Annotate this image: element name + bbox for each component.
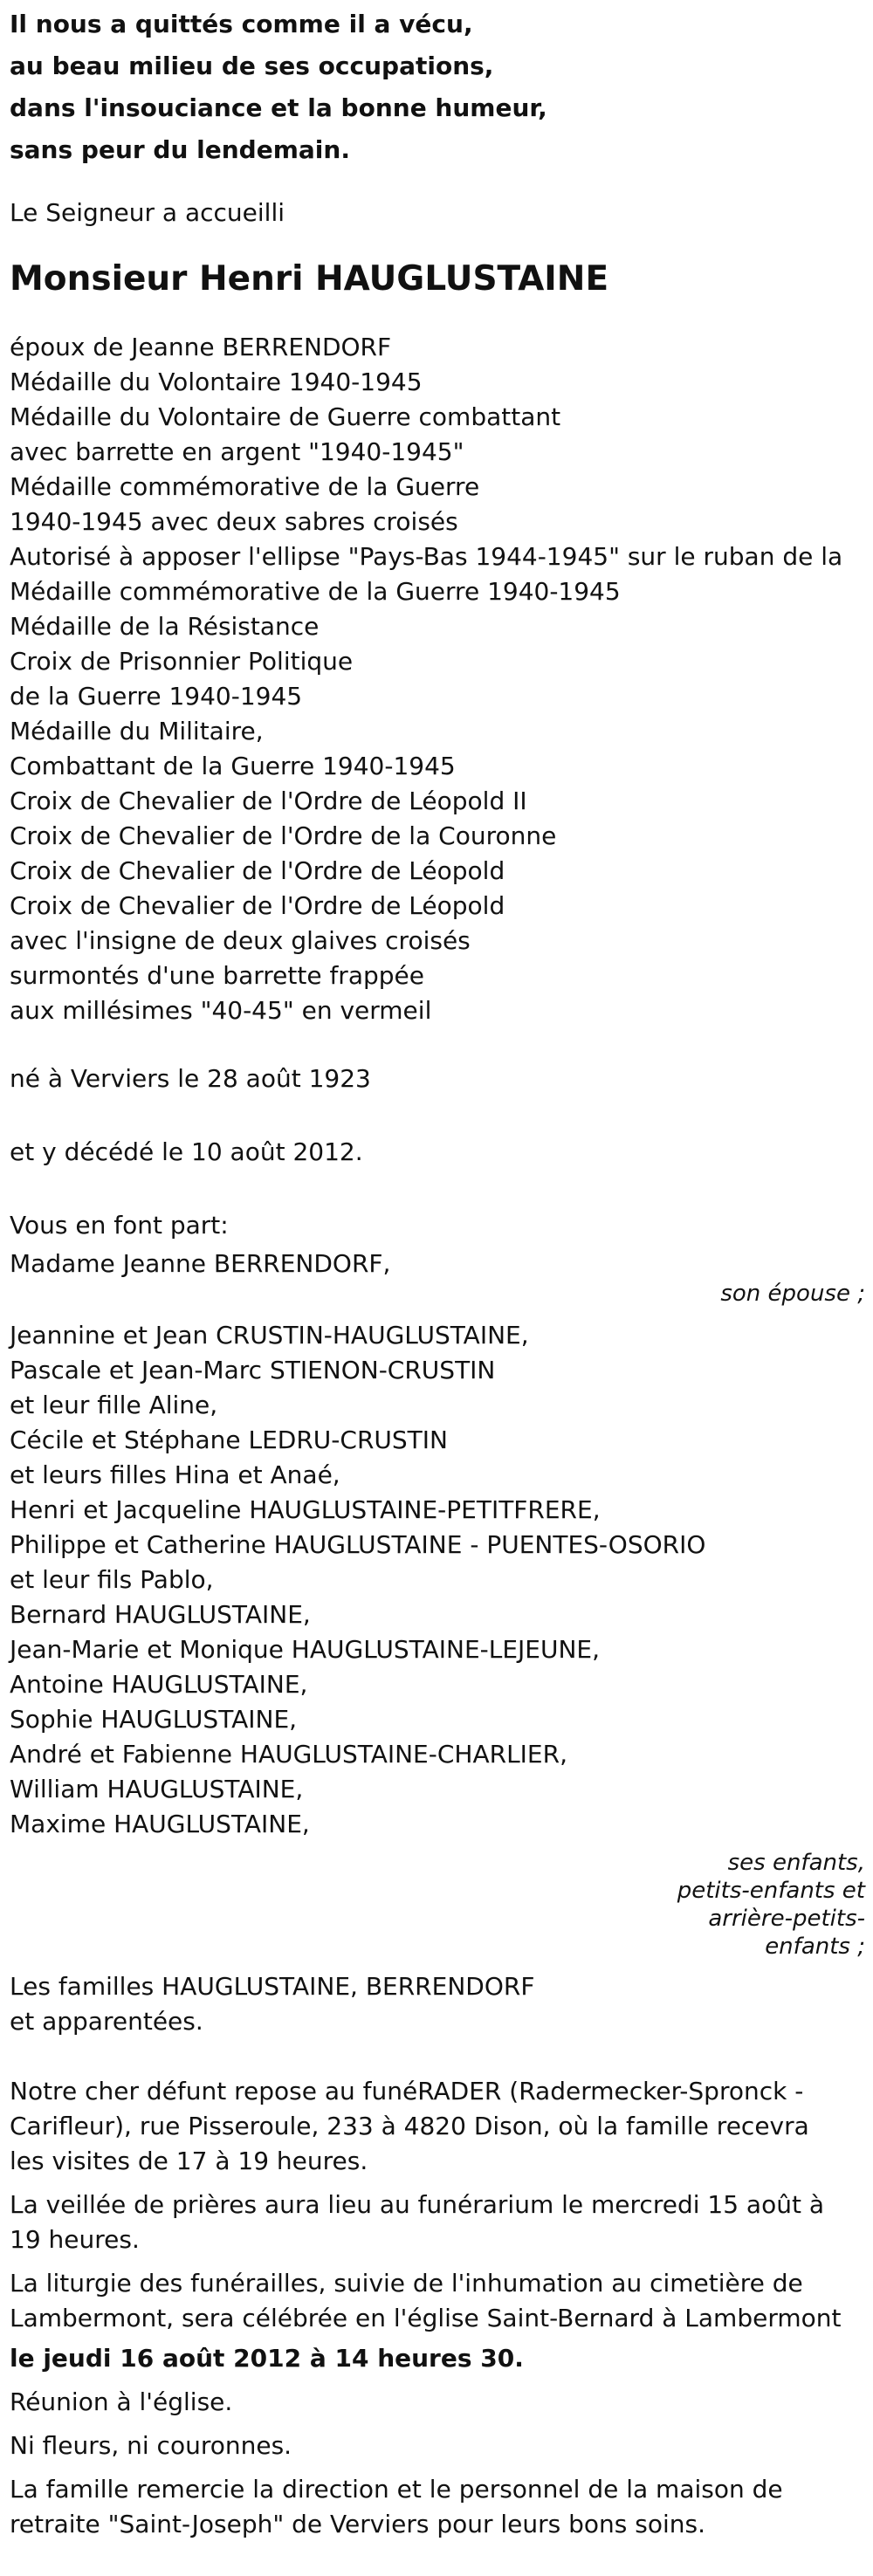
title-line: surmontés d'une barrette frappée — [10, 961, 424, 990]
families-line: et apparentées. — [10, 2007, 203, 2036]
family-member-line: Philippe et Catherine HAUGLUSTAINE - PUENTES-OSORIO — [10, 1530, 706, 1559]
title-line: Combattant de la Guerre 1940-1945 — [10, 752, 456, 780]
children-list — [10, 1318, 865, 1842]
title-line: époux de Jeanne BERRENDORF — [10, 333, 392, 361]
repose-paragraph: Notre cher défunt repose au funéRADER (Radermecker-Spronck - Carifleur), rue Pisseroule, 233 à 4820 Dison, où la famille recevra les visites de 17 à 19 heures. — [10, 2077, 809, 2175]
title-line: aux millésimes "40-45" en vermeil — [10, 996, 432, 1025]
family-member-line: Jean-Marie et Monique HAUGLUSTAINE-LEJEUNE, — [10, 1635, 601, 1664]
intro-line: au beau milieu de ses occupations, — [10, 52, 494, 80]
families-list — [10, 1969, 865, 2039]
title-line: Croix de Chevalier de l'Ordre de Léopold II — [10, 787, 527, 815]
spouse-role: son épouse ; — [720, 1281, 865, 1307]
title-line: de la Guerre 1940-1945 — [10, 682, 303, 711]
family-member-line: Bernard HAUGLUSTAINE, — [10, 1600, 311, 1629]
family-member-line: Jeannine et Jean CRUSTIN-HAUGLUSTAINE, — [10, 1321, 529, 1350]
fleurs-line: Ni fleurs, ni couronnes. — [10, 2431, 292, 2460]
title-line: 1940-1945 avec deux sabres croisés — [10, 507, 458, 536]
obituary-page — [10, 0, 865, 2542]
spouse-name: Madame Jeanne BERRENDORF, — [10, 1249, 391, 1278]
intro-verse — [10, 0, 865, 171]
families-line: Les familles HAUGLUSTAINE, BERRENDORF — [10, 1972, 535, 2001]
intro-line: Il nous a quittés comme il a vécu, — [10, 10, 473, 38]
family-member-line: et leurs filles Hina et Anaé, — [10, 1460, 340, 1489]
family-member-line: Maxime HAUGLUSTAINE, — [10, 1810, 310, 1838]
reunion-line: Réunion à l'église. — [10, 2387, 233, 2416]
birth-line: né à Verviers le 28 août 1923 — [10, 1064, 371, 1093]
family-member-line: Henri et Jacqueline HAUGLUSTAINE-PETITFRERE, — [10, 1495, 601, 1524]
title-line: avec l'insigne de deux glaives croisés — [10, 926, 471, 955]
title-line: Médaille du Volontaire de Guerre combattant — [10, 402, 561, 431]
title-line: Autorisé à apposer l'ellipse "Pays-Bas 1944-1945" sur le ruban de la — [10, 542, 843, 571]
children-role: ses enfants, petits-enfants et arrière-petits-enfants ; — [677, 1850, 865, 1960]
title-line: Croix de Chevalier de l'Ordre de Léopold — [10, 856, 505, 885]
title-line: Médaille de la Résistance — [10, 612, 320, 641]
family-member-line: Pascale et Jean-Marc STIENON-CRUSTIN — [10, 1356, 496, 1384]
family-member-line: Antoine HAUGLUSTAINE, — [10, 1670, 308, 1699]
seigneur-line: Le Seigneur a accueilli — [10, 198, 285, 227]
title-line: Croix de Chevalier de l'Ordre de la Couronne — [10, 821, 557, 850]
deceased-name: Monsieur Henri HAUGLUSTAINE — [10, 259, 609, 299]
family-member-line: William HAUGLUSTAINE, — [10, 1775, 304, 1803]
title-line: Croix de Prisonnier Politique — [10, 647, 354, 676]
thanks-paragraph: La famille remercie la direction et le personnel de la maison de retraite "Saint-Joseph" de Verviers pour leurs bons soins. — [10, 2475, 783, 2538]
intro-line: sans peur du lendemain. — [10, 135, 350, 164]
veillee-paragraph: La veillée de prières aura lieu au funérarium le mercredi 15 août à 19 heures. — [10, 2190, 824, 2254]
family-member-line: André et Fabienne HAUGLUSTAINE-CHARLIER, — [10, 1740, 567, 1769]
announce-line: Vous en font part: — [10, 1211, 229, 1240]
title-line: Médaille commémorative de la Guerre — [10, 472, 480, 501]
family-member-line: et leur fille Aline, — [10, 1391, 218, 1419]
title-line: Médaille du Volontaire 1940-1945 — [10, 368, 423, 396]
funeral-date: le jeudi 16 août 2012 à 14 heures 30. — [10, 2344, 524, 2373]
liturgie-paragraph: La liturgie des funérailles, suivie de l'inhumation au cimetière de Lambermont, sera célébrée en l'église Saint-Bernard à Lambermont — [10, 2269, 842, 2332]
title-line: Médaille du Militaire, — [10, 717, 264, 745]
family-member-line: Sophie HAUGLUSTAINE, — [10, 1705, 298, 1734]
title-line: Médaille commémorative de la Guerre 1940-1945 — [10, 577, 621, 606]
title-line: avec barrette en argent "1940-1945" — [10, 437, 464, 466]
death-line: et y décédé le 10 août 2012. — [10, 1137, 363, 1166]
title-line: Croix de Chevalier de l'Ordre de Léopold — [10, 891, 505, 920]
family-member-line: Cécile et Stéphane LEDRU-CRUSTIN — [10, 1425, 448, 1454]
intro-line: dans l'insouciance et la bonne humeur, — [10, 93, 547, 122]
titles-list — [10, 330, 865, 1028]
family-member-line: et leur fils Pablo, — [10, 1565, 214, 1594]
